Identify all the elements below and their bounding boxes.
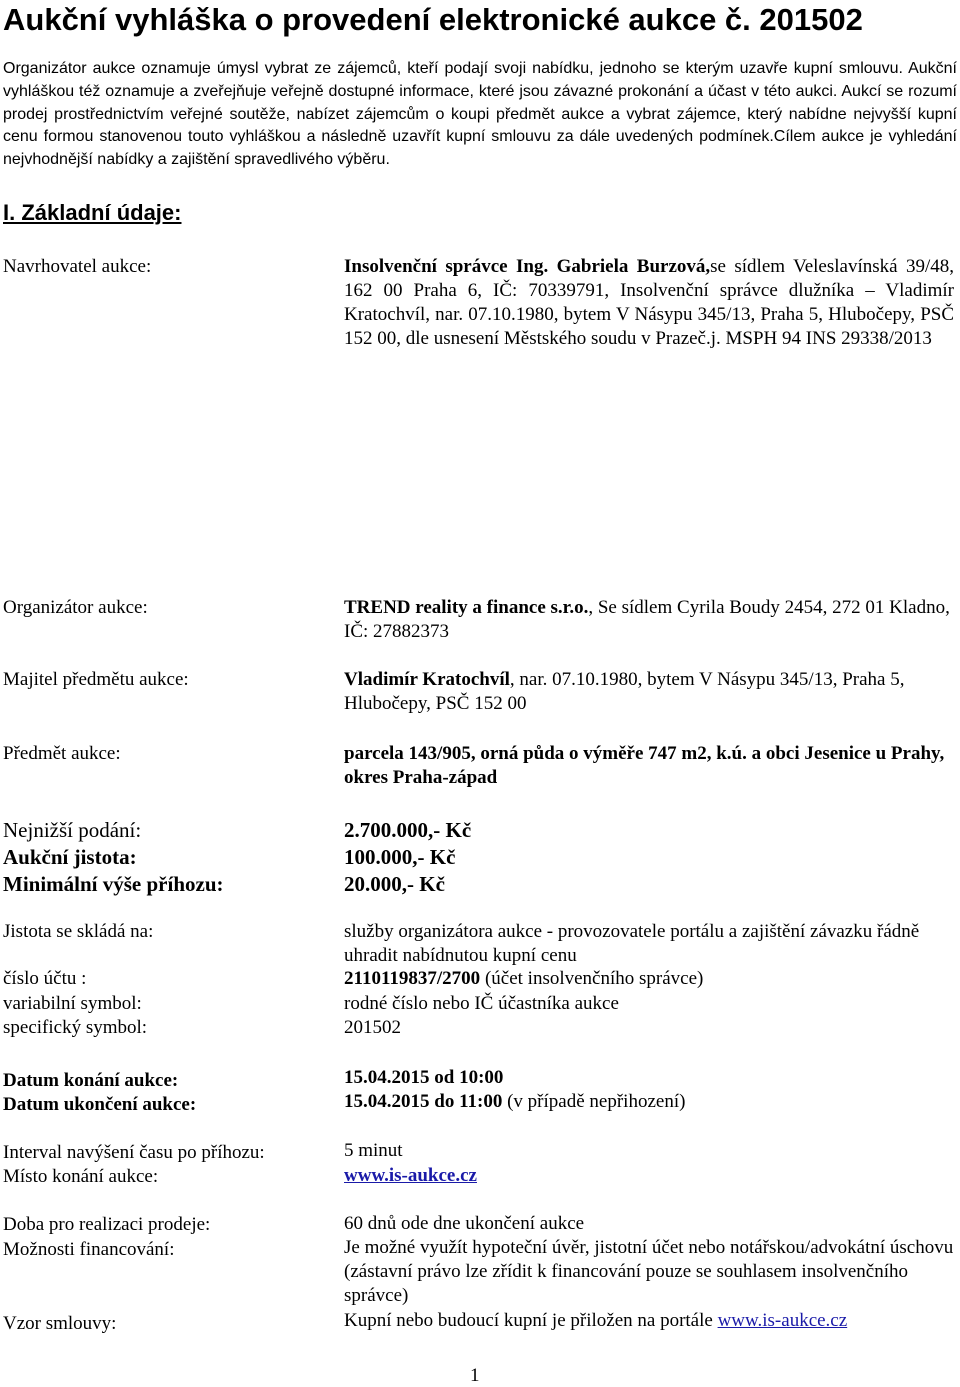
proposer-name: Insolvenční správce Ing. Gabriela Burzová, bbox=[344, 256, 711, 277]
deposit-target-value: služby organizátora aukce - provozovatele portálu a zajištění závazku řádně uhradit nabídnutou kupní cenu bbox=[344, 921, 920, 966]
owner-details: , nar. 07.10.1980, bytem V Násypu 345/13, Praha 5, Hlubočepy, PSČ 152 00 bbox=[344, 669, 905, 714]
page-number: 1 bbox=[470, 1365, 480, 1386]
proposer-details: se sídlem Veleslavínská 39/48, 162 00 Praha 6, IČ: 70339791, Insolvenční správce dlužníka – Vladimír Kratochvíl, nar. 07.10.1980, bytem V Násypu 345/13, Praha 5, Hlubočepy, PSČ 152 00, dle usnesení Městského soudu v Prazeč.j. MSPH 94 INS 29338/2013 bbox=[344, 256, 955, 349]
place-value bbox=[344, 1164, 954, 1188]
contract-label: Vzor smlouvy: bbox=[3, 1313, 117, 1334]
auction-start-label: Datum konání aukce: bbox=[3, 1070, 179, 1091]
contract-text: Kupní nebo budoucí kupní je přiložen na portále bbox=[344, 1310, 718, 1331]
place-link[interactable]: www.is-aukce.cz bbox=[344, 1165, 477, 1186]
subject-value: parcela 143/905, orná půda o výměře 747 m2, k.ú. a obci Jesenice u Prahy, okres Praha-západ bbox=[344, 743, 945, 788]
interval-label: Interval navýšení času po příhozu: bbox=[3, 1142, 265, 1163]
organizer-label: Organizátor aukce: bbox=[3, 597, 148, 618]
variable-symbol-label: variabilní symbol: bbox=[3, 993, 142, 1014]
auction-end-label: Datum ukončení aukce: bbox=[3, 1094, 197, 1115]
owner-value bbox=[344, 668, 954, 716]
owner-label: Majitel předmětu aukce: bbox=[3, 669, 189, 690]
proposer-label: Navrhovatel aukce: bbox=[3, 256, 152, 277]
owner-name: Vladimír Kratochvíl bbox=[344, 669, 510, 690]
min-increment-value: 20.000,- Kč bbox=[344, 872, 445, 896]
specific-symbol-label: specifický symbol: bbox=[3, 1017, 148, 1038]
interval-value: 5 minut bbox=[344, 1140, 403, 1161]
organizer-name: TREND reality a finance s.r.o. bbox=[344, 597, 589, 618]
subject-label: Předmět aukce: bbox=[3, 743, 121, 764]
contract-value bbox=[344, 1309, 954, 1333]
realization-value: 60 dnů ode dne ukončení aukce bbox=[344, 1213, 585, 1234]
intro-paragraph: Organizátor aukce oznamuje úmysl vybrat ze zájemců, kteří podají svoji nabídku, jednoho se kterým uzavře kupní smlouvu. Aukční vyhláškou též oznamuje a zveřejňuje veřejně dostupné informace, které jsou závazné prokonání a účast v této aukci. Aukcí se rozumí prodej prostřednictvím veřejné soutěže, nabízet zájemcům o koupi předmět aukce a vybrat zájemce, který nabídne nejvyšší kupní cenu formou stanovenou touto vyhláškou a následně uzavřít kupní smlouvu za dále uvedených podmínek.Cílem aukce je vyhledání nejvhodnější nabídky a zajištění spravedlivého výběru. bbox=[3, 60, 957, 169]
account-number: 2110119837/2700 bbox=[344, 968, 481, 989]
account-note: (účet insolvenčního správce) bbox=[480, 968, 704, 989]
deposit-target-label: Jistota se skládá na: bbox=[3, 921, 154, 942]
variable-symbol-value: rodné číslo nebo IČ účastníka aukce bbox=[344, 993, 619, 1014]
account-value bbox=[344, 967, 954, 991]
realization-label: Doba pro realizaci prodeje: bbox=[3, 1214, 211, 1235]
lowest-bid-value: 2.700.000,- Kč bbox=[344, 818, 472, 842]
organizer-value bbox=[344, 596, 954, 644]
place-label: Místo konání aukce: bbox=[3, 1166, 159, 1187]
financing-value: Je možné využít hypoteční úvěr, jistotní účet nebo notářskou/advokátní úschovu (zástavní právo lze zřídit k financování pouze se souhlasem insolvenčního správce) bbox=[344, 1237, 954, 1306]
proposer-value bbox=[344, 255, 954, 351]
specific-symbol-value: 201502 bbox=[344, 1017, 401, 1038]
auction-end-note: (v případě nepřihození) bbox=[502, 1091, 686, 1112]
auction-end-value bbox=[344, 1090, 954, 1114]
organizer-details: , Se sídlem Cyrila Boudy 2454, 272 01 Kladno, IČ: 27882373 bbox=[344, 597, 950, 642]
section-heading: I. Základní údaje: bbox=[3, 200, 182, 225]
financing-label: Možnosti financování: bbox=[3, 1239, 175, 1260]
deposit-amount-value: 100.000,- Kč bbox=[344, 845, 456, 869]
account-label: číslo účtu : bbox=[3, 968, 87, 989]
min-increment-label: Minimální výše příhozu: bbox=[3, 872, 224, 896]
auction-end-date: 15.04.2015 do 11:00 bbox=[344, 1091, 503, 1112]
deposit-amount-label: Aukční jistota: bbox=[3, 845, 137, 869]
auction-start-value: 15.04.2015 od 10:00 bbox=[344, 1067, 504, 1088]
lowest-bid-label: Nejnižší podání: bbox=[3, 818, 142, 842]
document-title: Aukční vyhláška o provedení elektronické aukce č. 201502 bbox=[3, 2, 863, 37]
contract-link[interactable]: www.is-aukce.cz bbox=[717, 1310, 848, 1331]
